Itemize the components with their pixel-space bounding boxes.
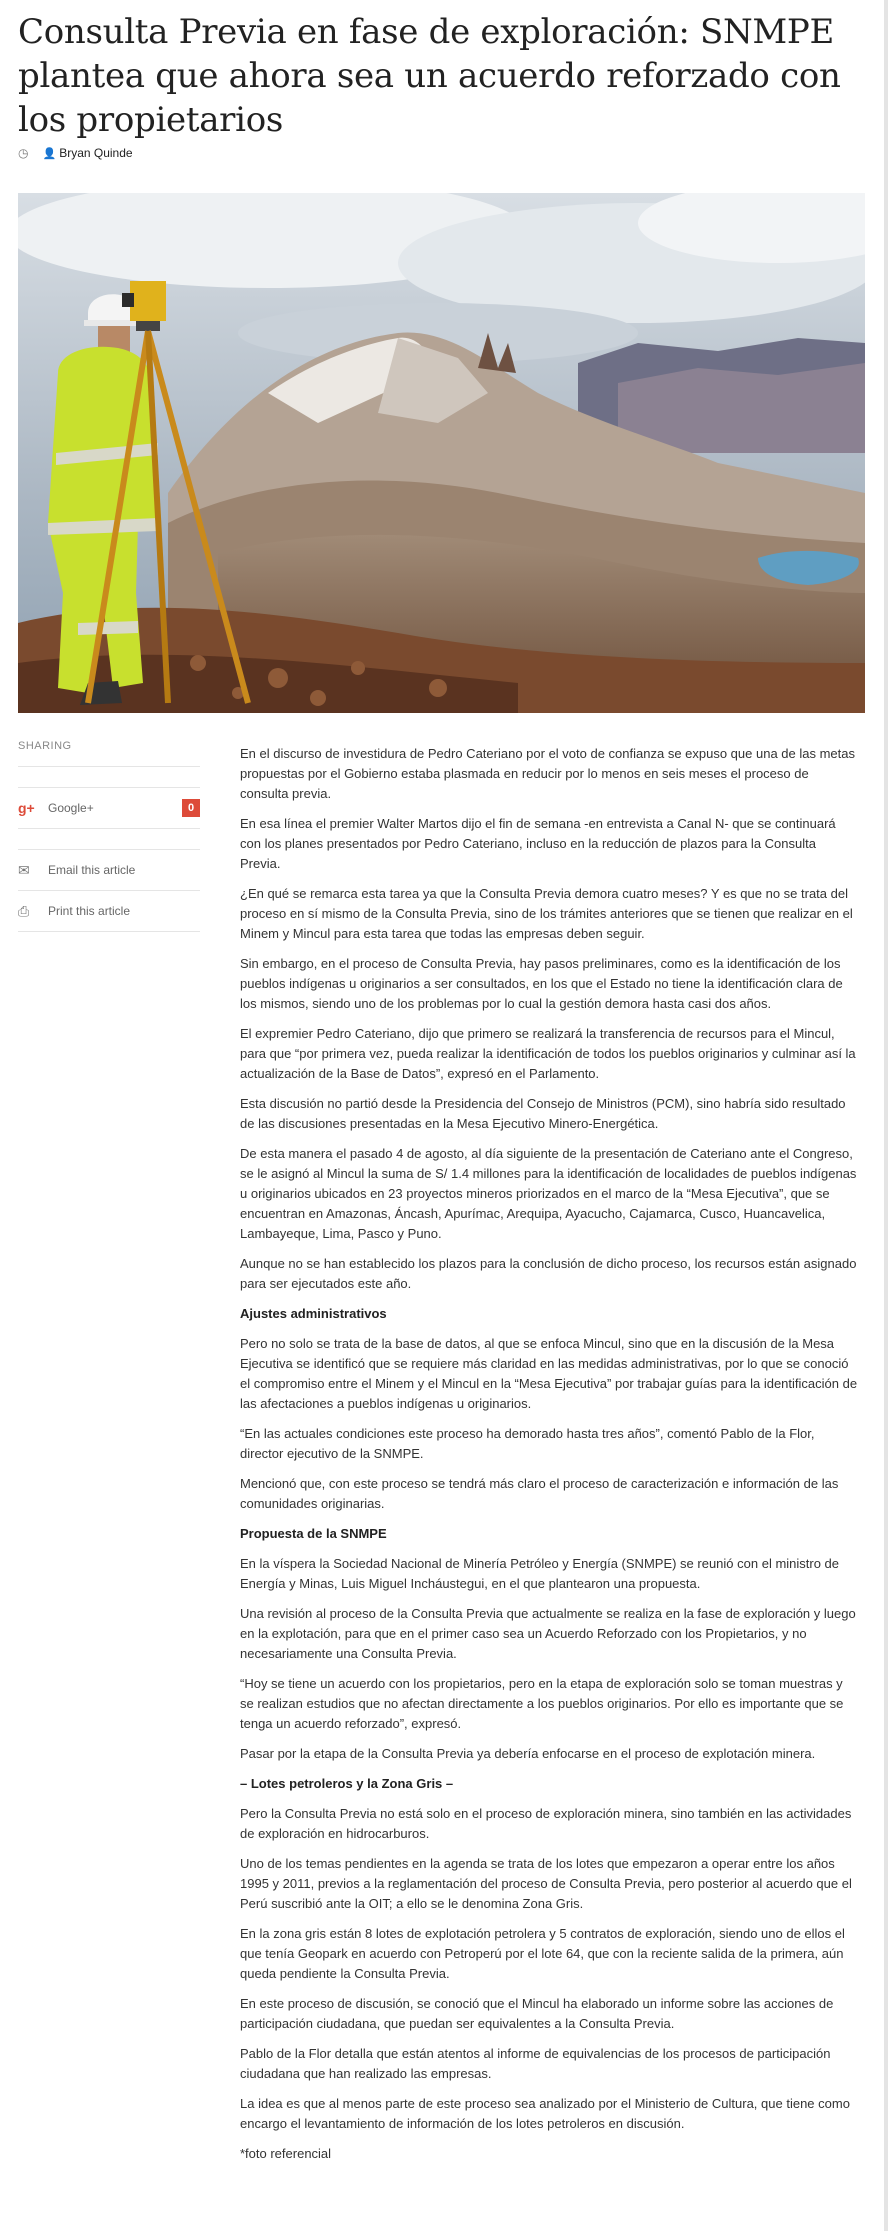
hero-image [18,193,865,713]
article-paragraph: Sin embargo, en el proceso de Consulta Previa, hay pasos preliminares, como es la identificación de los pueblos indígenas u originarios a ser consultados, en los que el Estado no tiene la identificación clara de los mismos, siendo uno de los problemas por lo cual la gestión demora hasta casi dos años. [240,956,843,1011]
article-paragraph: En este proceso de discusión, se conoció que el Mincul ha elaborado un informe sobre las acciones de participación ciudadana, que puedan ser equivalentes a la Consulta Previa. [240,1996,834,2031]
clock-icon: ◷ [18,146,29,160]
google-plus-label[interactable]: Google+ [48,801,94,815]
section-heading: Ajustes administrativos [240,1306,387,1321]
article-paragraph: Pablo de la Flor detalla que están atentos al informe de equivalencias de los procesos de participación ciudadana que han realizado las empresas. [240,2046,831,2081]
article-paragraph: En la víspera la Sociedad Nacional de Minería Petróleo y Energía (SNMPE) se reunió con el ministro de Energía y Minas, Luis Miguel Incháustegui, en el que plantearon una propuesta. [240,1556,840,1591]
article-paragraph: Pasar por la etapa de la Consulta Previa ya debería enfocarse en el proceso de explotación minera. [240,1746,816,1761]
article-paragraph: Pero no solo se trata de la base de datos, al que se enfoca Mincul, sino que en la discusión de la Mesa Ejecutiva se identificó que se requiere más claridad en las medidas administrativas, por lo que se conoció el compromiso entre el Minem y el Mincul en la “Mesa Ejecutiva” por trabajar guías para la identificación de las afectaciones a pueblos indígenas u originarios. [240,1336,858,1411]
section-heading: Propuesta de la SNMPE [240,1526,387,1541]
article-paragraph: “En las actuales condiciones este proceso ha demorado hasta tres años”, comentó Pablo de la Flor, director ejecutivo de la SNMPE. [240,1426,815,1461]
article-body [240,744,860,2174]
photo-caption: *foto referencial [240,2146,332,2161]
article-paragraph: En el discurso de investidura de Pedro Cateriano por el voto de confianza se expuso que una de las metas propuestas por el Gobierno estaba plasmada en reducir por lo menos en seis meses el proceso de consulta previa. [240,746,855,801]
sharing-label: SHARING [18,740,72,752]
article-paragraph: “Hoy se tiene un acuerdo con los propietarios, pero en la etapa de exploración solo se toman muestras y se realizan estudios que no afectan directamente a los pueblos originarios. Por ello es importante que se tenga un acuerdo reforzado”, expresó. [240,1676,844,1731]
article-paragraph: El expremier Pedro Cateriano, dijo que primero se realizará la transferencia de recursos para el Mincul, para que “por primera vez, pueda realizar la identificación de todos los pueblos originarios y culminar así la actualización de la Base de Datos”, expresó en el Parlamento. [240,1026,856,1081]
article-paragraph: La idea es que al menos parte de este proceso sea analizado por el Ministerio de Cultura, que tiene como encargo el levantamiento de información de los lotes petroleros en discusión. [240,2096,850,2131]
email-article-label[interactable]: Email this article [48,863,136,877]
article-paragraph: En esa línea el premier Walter Martos dijo el fin de semana -en entrevista a Canal N- que se continuará con los planes presentados por Pedro Cateriano, incluso en la reducción de plazos para la Consulta Previa. [240,816,836,871]
print-article-link[interactable] [18,891,200,931]
user-icon: 👤 [42,147,57,160]
article-paragraph: Pero la Consulta Previa no está solo en el proceso de exploración minera, sino también en las actividades de exploración en hidrocarburos. [240,1806,852,1841]
section-heading: – Lotes petroleros y la Zona Gris – [240,1776,454,1791]
page-right-border [884,0,888,2231]
article-paragraph: Una revisión al proceso de la Consulta Previa que actualmente se realiza en la fase de exploración y luego en la explotación, para que en el primer caso sea un Acuerdo Reforzado con los Propietarios, y no necesariamente una Consulta Previa. [240,1606,856,1661]
article-paragraph: Esta discusión no partió desde la Presidencia del Consejo de Ministros (PCM), sino habría sido resultado de las discusiones presentadas en la Mesa Ejecutivo Minero-Energética. [240,1096,846,1131]
article-paragraph: De esta manera el pasado 4 de agosto, al día siguiente de la presentación de Cateriano ante el Congreso, se le asignó al Mincul la suma de S/ 1.4 millones para la identificación de localidades de pueblos indígenas u originarios ubicados en 23 proyectos mineros priorizados en el marco de la “Mesa Ejecutiva”, que se encuentran en Amazonas, Áncash, Apurímac, Arequipa, Ayacucho, Cajamarca, Cusco, Huancavelica, Lambayeque, Lima, Pasco y Puno. [240,1146,857,1241]
article-paragraph: Mencionó que, con este proceso se tendrá más claro el proceso de caracterización e información de las comunidades originarias. [240,1476,839,1511]
article-paragraph: Uno de los temas pendientes en la agenda se trata de los lotes que empezaron a operar entre los años 1995 y 2011, previos a la reglamentación del proceso de Consulta Previa, pero posterior al acuerdo que el Perú suscribió ante la OIT; a ello se le denomina Zona Gris. [240,1856,852,1911]
article-paragraph: ¿En qué se remarca esta tarea ya que la Consulta Previa demora cuatro meses? Y es que no se trata del proceso en sí mismo de la Consulta Previa, sino de los trámites anteriores que se tienen que realizar en el Minem y Mincul para esta tarea que todas las empresas deben seguir. [240,886,853,941]
author-name[interactable]: Bryan Quinde [59,146,133,160]
article-paragraph: Aunque no se han establecido los plazos para la conclusión de dicho proceso, los recursos están asignado para ser ejecutados este año. [240,1256,857,1291]
page-title: Consulta Previa en fase de exploración: SNMPE plantea que ahora sea un acuerdo reforzado con los propietarios [18,12,841,140]
sharing-sidebar [18,740,200,932]
google-plus-share[interactable] [18,788,200,828]
google-plus-icon: g+ [18,800,35,816]
sidebar-divider [18,931,200,932]
email-article-link[interactable] [18,850,200,890]
print-article-label[interactable]: Print this article [48,904,131,918]
envelope-icon: ✉ [18,861,30,878]
article-paragraph: En la zona gris están 8 lotes de explotación petrolera y 5 contratos de exploración, siendo uno de ellos el que tenía Geopark en acuerdo con Petroperú por el lote 64, que con la reciente salida de la primera, aún queda pendiente la Consulta Previa. [240,1926,845,1981]
share-count-badge: 0 [182,799,200,817]
print-icon: ⎙ [18,902,30,919]
article-meta [18,146,133,160]
